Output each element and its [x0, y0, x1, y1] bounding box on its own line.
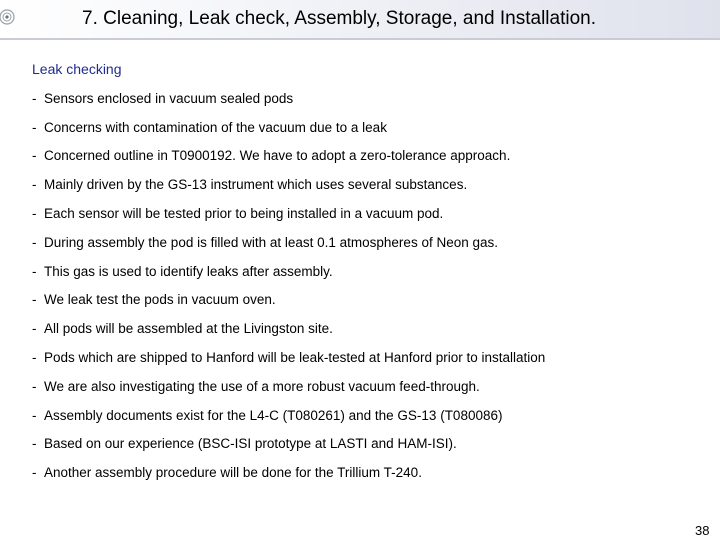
bullet-item	[32, 379, 480, 395]
page-number: 38	[695, 523, 710, 538]
bullet-item	[32, 436, 457, 452]
bullet-text: Each sensor will be tested prior to being installed in a vacuum pod.	[44, 206, 444, 221]
bullet-item	[32, 235, 498, 251]
section-title: Leak checking	[32, 61, 122, 77]
bullet-item	[32, 177, 467, 193]
bullet-item	[32, 321, 333, 337]
bullet-marker: -	[32, 148, 37, 163]
bullet-text: During assembly the pod is filled with at least 0.1 atmospheres of Neon gas.	[44, 235, 498, 250]
bullet-text: We leak test the pods in vacuum oven.	[44, 292, 276, 307]
bullet-text: All pods will be assembled at the Livingston site.	[44, 321, 333, 336]
bullet-marker: -	[32, 321, 37, 336]
bullet-item	[32, 148, 510, 164]
bullet-marker: -	[32, 120, 37, 135]
bullet-text: Concerns with contamination of the vacuum due to a leak	[44, 120, 387, 135]
bullet-text: Assembly documents exist for the L4-C (T080261) and the GS-13 (T080086)	[44, 408, 503, 423]
bullet-text: This gas is used to identify leaks after assembly.	[44, 264, 333, 279]
bullet-marker: -	[32, 436, 37, 451]
bullet-item	[32, 91, 293, 107]
bullet-text: Another assembly procedure will be done for the Trillium T-240.	[44, 465, 422, 480]
bullet-marker: -	[32, 206, 37, 221]
bullet-text: Pods which are shipped to Hanford will be leak-tested at Hanford prior to installation	[44, 350, 546, 365]
bullet-text: Based on our experience (BSC-ISI prototype at LASTI and HAM-ISI).	[44, 436, 457, 451]
bullet-item	[32, 206, 443, 222]
bullet-marker: -	[32, 91, 37, 106]
bullet-marker: -	[32, 379, 37, 394]
bullet-marker: -	[32, 465, 37, 480]
bullet-text: Concerned outline in T0900192. We have to adopt a zero-tolerance approach.	[44, 148, 511, 163]
bullet-marker: -	[32, 292, 37, 307]
bullet-item	[32, 350, 545, 366]
bullet-marker: -	[32, 264, 37, 279]
bullet-marker: -	[32, 235, 37, 250]
bullet-item	[32, 292, 276, 308]
bullet-marker: -	[32, 408, 37, 423]
bullet-marker: -	[32, 350, 37, 365]
bullet-marker: -	[32, 177, 37, 192]
bullet-item	[32, 408, 502, 424]
slide-title: 7. Cleaning, Leak check, Assembly, Storage, and Installation.	[82, 8, 597, 29]
bullet-text: Sensors enclosed in vacuum sealed pods	[44, 91, 294, 106]
bullet-item	[32, 120, 387, 136]
bullet-text: We are also investigating the use of a more robust vacuum feed-through.	[44, 379, 480, 394]
bullet-item	[32, 465, 422, 481]
bullet-item	[32, 264, 333, 280]
bullet-text: Mainly driven by the GS-13 instrument which uses several substances.	[44, 177, 468, 192]
